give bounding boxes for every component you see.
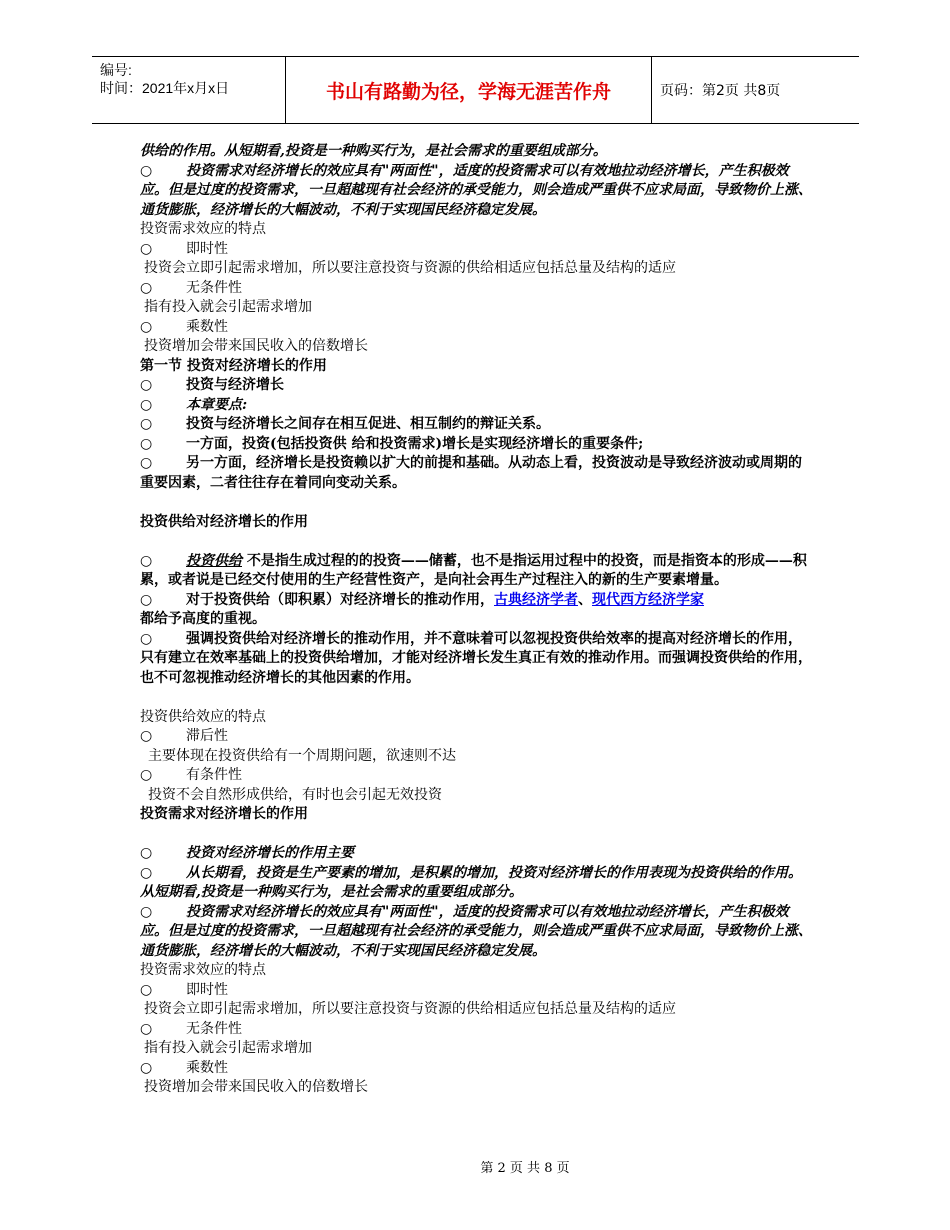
bullet-item: ○ 一方面，投资(包括投资供 给和投资需求)增长是实现经济增长的重要条件; xyxy=(140,435,815,455)
document-body xyxy=(140,142,815,1098)
term: 投资供给 xyxy=(186,552,242,569)
bullet-icon: ○ xyxy=(140,318,153,335)
bullet-icon: ○ xyxy=(140,1059,153,1076)
bullet-icon: ○ xyxy=(140,591,153,608)
section-label: 投资需求效应的特点 xyxy=(140,221,266,237)
bullet-icon: ○ xyxy=(140,845,153,861)
bullet-icon: ○ xyxy=(140,435,153,452)
section-label: 投资需求效应的特点 xyxy=(140,962,266,978)
header-motto: 书山有路勤为径，学海无涯苦作舟 xyxy=(286,57,652,123)
bullet-icon: ○ xyxy=(140,981,153,998)
bullet-icon: ○ xyxy=(140,377,153,393)
bullet-icon: ○ xyxy=(140,279,153,296)
bullet-paragraph: ○ 投资需求对经济增长的效应具有"两面性"，适度的投资需求可以有效地拉动经济增长，产生积极效应。但是过度的投资需求，一旦超越现有社会经济的承受能力，则会造成严重供不应求局面，导致物价上涨、通货膨胀，经济增长的大幅波动，不利于实现国民经济稳定发展。 xyxy=(140,162,812,218)
bullet-icon: ○ xyxy=(140,162,153,179)
header-page-info: 页码：第2页 共8页 xyxy=(660,83,781,99)
paragraph: 指有投入就会引起需求增加 xyxy=(144,1040,312,1056)
bullet-paragraph: ○ 从长期看，投资是生产要素的增加，是积累的增加，投资对经济增长的作用表现为投资供给的作用。从短期看,投资是一种购买行为，是社会需求的重要组成部分。 xyxy=(140,864,802,900)
bullet-paragraph: ○ 对于投资供给（即积累）对经济增长的推动作用，古典经济学者、现代西方经济学家 都给予高度的重视。 xyxy=(140,591,704,627)
bullet-paragraph: ○ 另一方面，经济增长是投资赖以扩大的前提和基础。从动态上看，投资波动是导致经济波动或周期的重要因素，二者往往存在着同向变动关系。 xyxy=(140,455,802,491)
bullet-item: ○ 投资对经济增长的作用主要 xyxy=(140,844,815,864)
section-heading: 第一节 投资对经济增长的作用 xyxy=(140,357,327,374)
subsection-heading: 投资需求对经济增长的作用 xyxy=(140,806,308,822)
bullet-icon: ○ xyxy=(140,552,153,569)
bullet-item: ○ 本章要点: xyxy=(140,396,815,416)
paragraph: 投资会立即引起需求增加，所以要注意投资与资源的供给相适应包括总量及结构的适应 xyxy=(144,260,676,276)
page-footer: 第 2 页 共 8 页 xyxy=(480,1161,570,1176)
bullet-paragraph: ○ 投资供给 不是指生成过程的的投资——储蓄，也不是指运用过程中的投资，而是指资本的形成——积累，或者说是已经交付使用的生产经营性资产，是向社会再生产过程注入的新的生产要素增量。 xyxy=(140,552,807,588)
paragraph: 供给的作用。从短期看,投资是一种购买行为，是社会需求的重要组成部分。 xyxy=(140,143,607,159)
bullet-icon: ○ xyxy=(140,903,153,920)
bullet-item: ○ 滞后性 xyxy=(140,727,815,747)
bullet-item: ○ 投资与经济增长之间存在相互促进、相互制约的辩证关系。 xyxy=(140,415,815,435)
bullet-icon: ○ xyxy=(140,864,153,881)
link-classical-economists[interactable]: 古典经济学者 xyxy=(494,591,578,608)
bullet-icon: ○ xyxy=(140,240,153,257)
bullet-item: ○ 乘数性 xyxy=(140,318,815,338)
paragraph: 主要体现在投资供给有一个周期问题，欲速则不达 xyxy=(148,747,456,764)
paragraph: 投资不会自然形成供给，有时也会引起无效投资 xyxy=(148,786,442,803)
section-label: 投资供给效应的特点 xyxy=(140,708,266,725)
bullet-paragraph: ○ 强调投资供给对经济增长的推动作用，并不意味着可以忽视投资供给效率的提高对经济增长的作用，只有建立在效率基础上的投资供给增加，才能对经济增长发生真正有效的推动作用。而强调投资供给的作用，也不可忽视推动经济增长的其他因素的作用。 xyxy=(140,630,812,686)
bullet-item: ○ 即时性 xyxy=(140,240,815,260)
paragraph: 投资会立即引起需求增加，所以要注意投资与资源的供给相适应包括总量及结构的适应 xyxy=(144,1001,676,1017)
bullet-icon: ○ xyxy=(140,455,153,471)
paragraph: 投资增加会带来国民收入的倍数增长 xyxy=(144,338,368,354)
bullet-item: ○ 乘数性 xyxy=(140,1059,815,1079)
paragraph: 指有投入就会引起需求增加 xyxy=(144,299,312,315)
subsection-heading: 投资供给对经济增长的作用 xyxy=(140,513,308,530)
bullet-item: ○ 无条件性 xyxy=(140,1020,815,1040)
bullet-item: ○ 即时性 xyxy=(140,981,815,1001)
bullet-paragraph: ○ 投资需求对经济增长的效应具有"两面性"，适度的投资需求可以有效地拉动经济增长，产生积极效应。但是过度的投资需求，一旦超越现有社会经济的承受能力，则会造成严重供不应求局面，导致物价上涨、通货膨胀，经济增长的大幅波动，不利于实现国民经济稳定发展。 xyxy=(140,903,812,959)
paragraph: 投资增加会带来国民收入的倍数增长 xyxy=(144,1079,368,1095)
bullet-icon: ○ xyxy=(140,416,153,432)
time-label: 时间：2021年x月x日 xyxy=(100,80,230,96)
bullet-icon: ○ xyxy=(140,396,153,413)
number-label: 编号: xyxy=(100,62,132,78)
bullet-icon: ○ xyxy=(140,630,153,647)
header-meta xyxy=(92,57,286,123)
bullet-icon: ○ xyxy=(140,728,153,744)
bullet-item: ○ 投资与经济增长 xyxy=(140,376,815,396)
bullet-item: ○ 无条件性 xyxy=(140,279,815,299)
bullet-icon: ○ xyxy=(140,1020,153,1037)
page-header xyxy=(92,56,859,124)
link-modern-western-economists[interactable]: 现代西方经济学家 xyxy=(592,591,704,608)
bullet-item: ○ 有条件性 xyxy=(140,766,815,786)
bullet-icon: ○ xyxy=(140,767,153,783)
